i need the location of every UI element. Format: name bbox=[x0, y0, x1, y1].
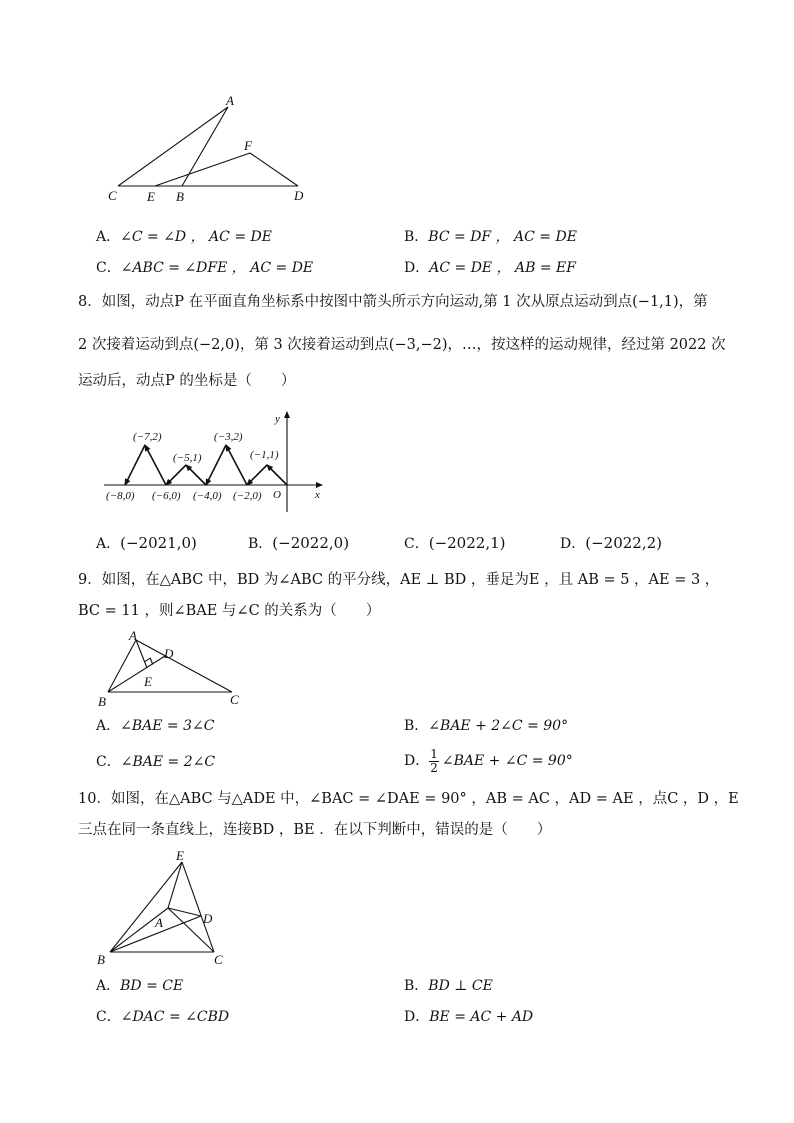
q10-label-C: C bbox=[214, 952, 223, 967]
q7-figure bbox=[100, 90, 320, 210]
q8-stem-line1: 8．如图，动点P 在平面直角坐标系中按图中箭头所示方向运动,第 1 次从原点运动到点(−1,1)，第 bbox=[78, 294, 708, 310]
q8-axis-x-label: x bbox=[315, 489, 320, 501]
q9-label-B: B bbox=[98, 694, 106, 709]
q8-point-label: (−3,2) bbox=[214, 431, 243, 443]
q8-point-label: (−7,2) bbox=[133, 431, 162, 443]
q10-option-b: B．BD ⊥ CE bbox=[404, 978, 493, 994]
q7-label-A: A bbox=[226, 93, 234, 108]
q7-segment-CA bbox=[118, 107, 228, 186]
q7-label-B: B bbox=[176, 189, 184, 204]
q8-axis-y-label: y bbox=[275, 413, 280, 425]
q10-figure bbox=[92, 846, 242, 970]
q9-option-d-fraction: $\frac{1}{2}$ bbox=[430, 746, 438, 775]
q7-option-c: C．∠ABC = ∠DFE ， AC = DE bbox=[96, 260, 314, 276]
q10-option-d: D．BE = AC + AD bbox=[404, 1009, 534, 1025]
q10-label-B: B bbox=[97, 952, 105, 967]
q8-point-label: (−8,0) bbox=[106, 490, 135, 502]
q9-segment-AE bbox=[136, 640, 147, 668]
q9-label-C: C bbox=[230, 692, 239, 707]
q8-point-label: (−4,0) bbox=[193, 490, 222, 502]
q7-label-F: F bbox=[244, 138, 252, 153]
q10-stem-line2: 三点在同一条直线上，连接BD ，BE ．在以下判断中，错误的是（ ） bbox=[78, 822, 552, 838]
q10-label-D: D bbox=[203, 911, 213, 926]
q8-option-b: B．(−2022,0) bbox=[248, 534, 350, 552]
q9-option-a: A．∠BAE = 3∠C bbox=[96, 718, 215, 734]
q9-label-A: A bbox=[129, 628, 137, 643]
q8-option-c: C．(−2022,1) bbox=[404, 534, 506, 552]
q10-segment-BE bbox=[110, 862, 182, 952]
q8-point-label: (−2,0) bbox=[233, 490, 262, 502]
q9-option-d: D． $\frac{1}{2}$ ∠BAE + ∠C = 90° bbox=[404, 746, 573, 775]
q9-option-b: B．∠BAE + 2∠C = 90° bbox=[404, 718, 569, 734]
q7-label-C: C bbox=[108, 188, 117, 203]
q9-stem-line1: 9．如图，在△ABC 中，BD 为∠ABC 的平分线，AE ⊥ BD ，垂足为E ，且 AB = 5 ，AE = 3 ， bbox=[78, 572, 720, 588]
q9-label-D: D bbox=[164, 646, 174, 661]
q9-segment-BD bbox=[108, 656, 165, 692]
q9-segment-AB bbox=[108, 640, 136, 692]
q7-option-b: B．BC = DF ， AC = DE bbox=[404, 229, 577, 245]
q7-label-D: D bbox=[294, 188, 304, 203]
q10-segment-AE bbox=[168, 862, 182, 908]
q8-origin-label: O bbox=[273, 489, 281, 501]
q8-point-label: (−6,0) bbox=[152, 490, 181, 502]
q8-figure bbox=[100, 408, 340, 516]
q10-segment-EC bbox=[182, 862, 214, 952]
q9-option-c: C．∠BAE = 2∠C bbox=[96, 754, 216, 770]
q7-option-d: D．AC = DE ， AB = EF bbox=[404, 260, 576, 276]
q8-point-label: (−5,1) bbox=[173, 452, 202, 464]
q10-label-E: E bbox=[176, 848, 184, 863]
q7-label-E: E bbox=[147, 189, 155, 204]
q8-option-d: D．(−2022,2) bbox=[560, 534, 662, 552]
q8-stem-line3: 运动后，动点P 的坐标是（ ） bbox=[78, 373, 296, 389]
q9-label-E: E bbox=[144, 674, 152, 689]
q9-stem-line2: BC = 11 ，则∠BAE 与∠C 的关系为（ ） bbox=[78, 603, 381, 619]
q8-stem-line2: 2 次接着运动到点(−2,0)，第 3 次接着运动到点(−3,−2)，…，按这样的运动规律，经过第 2022 次 bbox=[78, 337, 726, 353]
q8-point-label: (−1,1) bbox=[250, 449, 279, 461]
q8-option-a: A．(−2021,0) bbox=[96, 534, 197, 552]
q10-option-a: A．BD = CE bbox=[96, 978, 184, 994]
q10-option-c: C．∠DAC = ∠CBD bbox=[96, 1009, 230, 1025]
q9-figure bbox=[94, 628, 254, 710]
q7-option-a: A．∠C = ∠D ， AC = DE bbox=[96, 229, 272, 245]
q7-segment-FD bbox=[250, 153, 298, 186]
q10-stem-line1: 10．如图，在△ABC 与△ADE 中，∠BAC = ∠DAE = 90° ，AB = AC ，AD = AE ，点C ，D ，E bbox=[78, 791, 739, 807]
q10-label-A: A bbox=[155, 915, 163, 930]
q7-segment-EF bbox=[155, 153, 250, 186]
